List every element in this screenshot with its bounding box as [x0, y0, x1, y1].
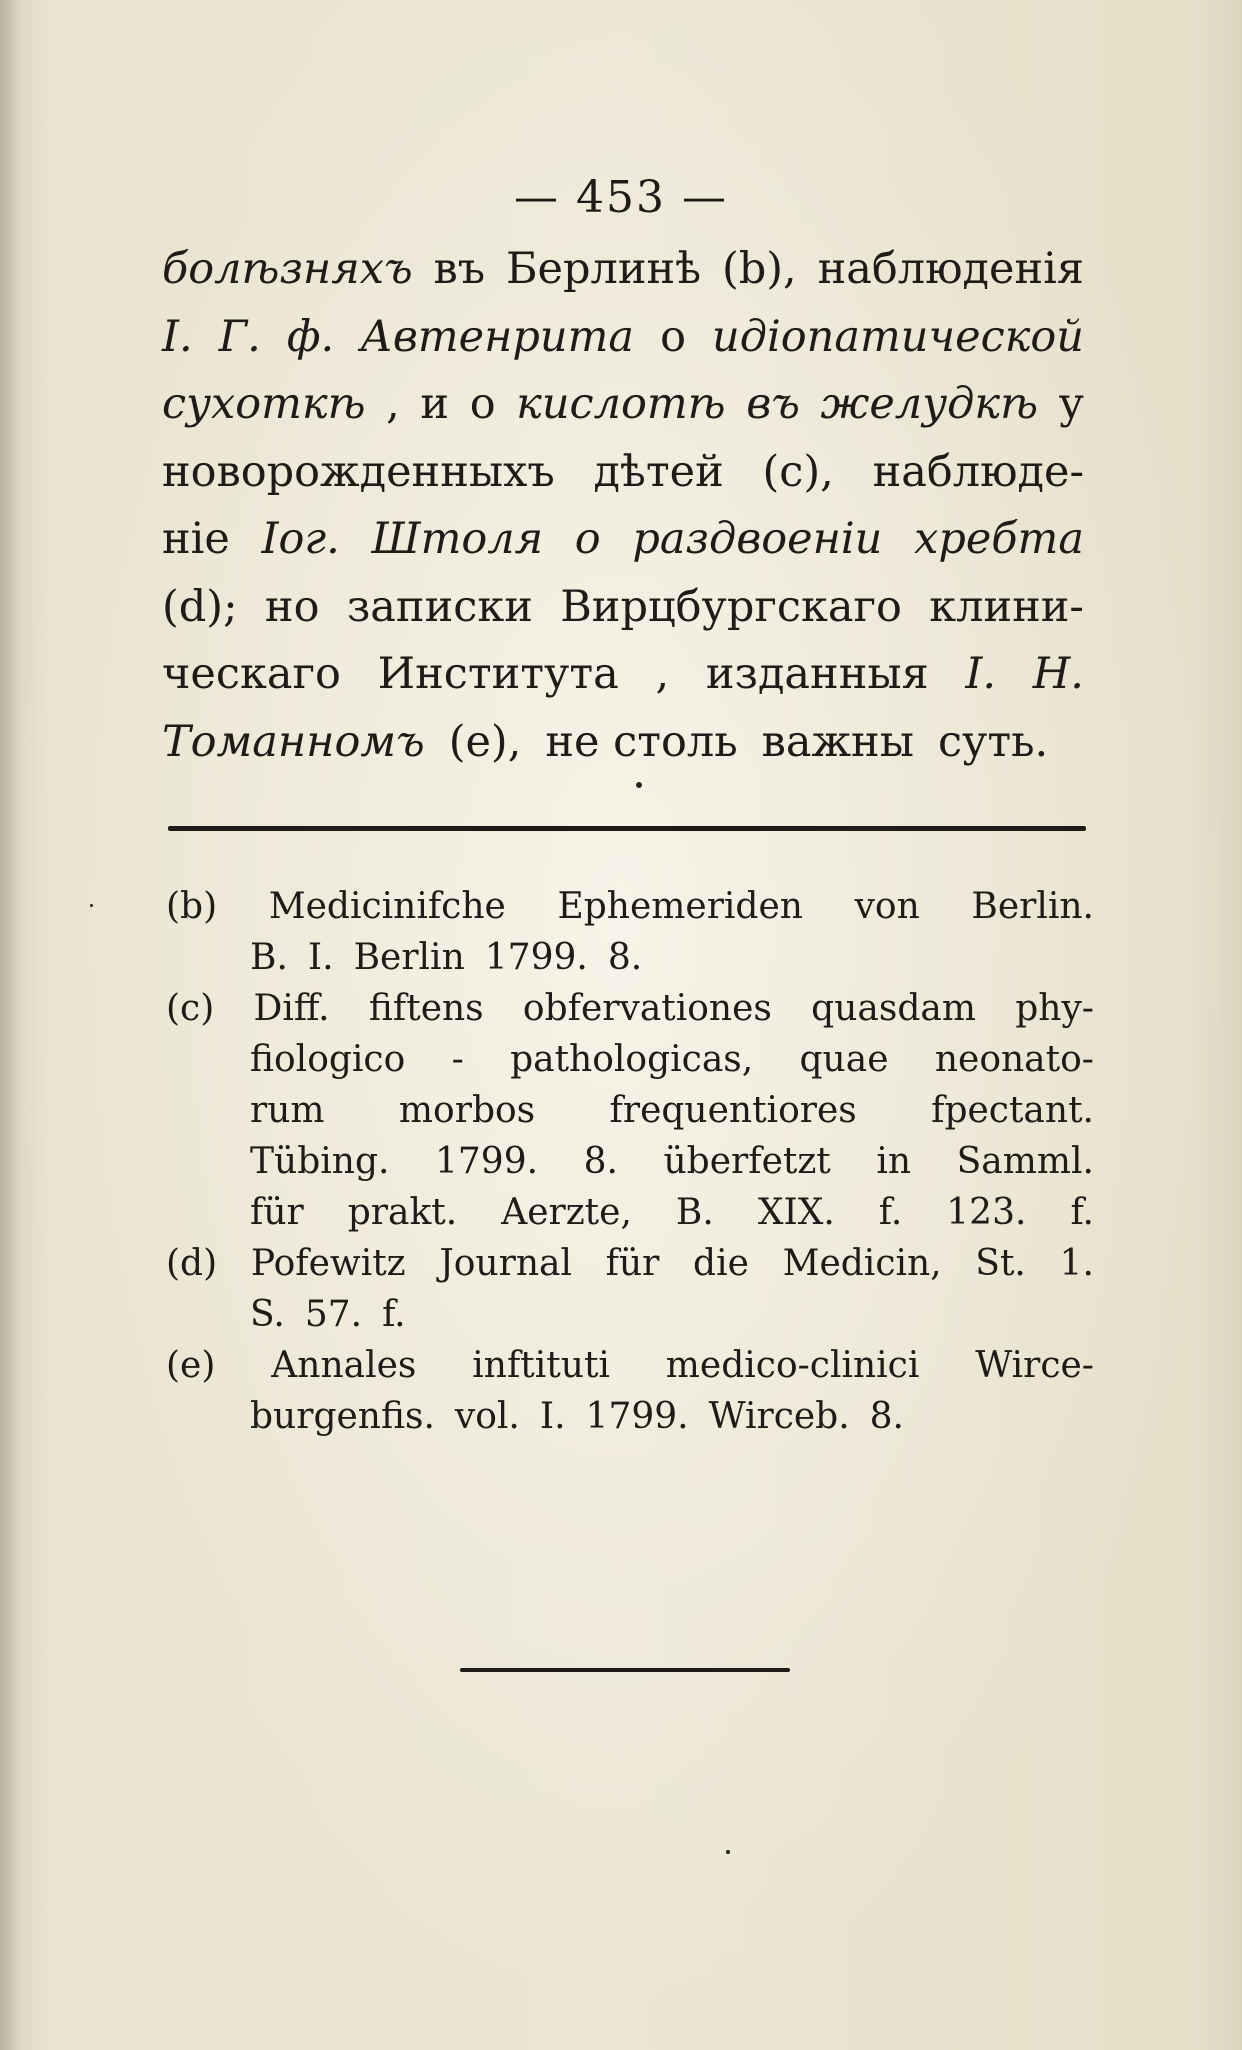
footnote-line	[166, 1136, 1094, 1187]
footnote-word: obfervationes	[522, 988, 772, 1029]
footnote-word: quasdam	[811, 988, 976, 1029]
word: новорожденныхъ	[162, 446, 555, 497]
footnote-line	[166, 983, 1094, 1034]
end-of-text-rule	[460, 1668, 790, 1672]
word: о	[574, 514, 601, 564]
word: (b),	[721, 244, 797, 294]
word: идіопатической	[712, 311, 1084, 362]
word: и	[420, 379, 450, 429]
text-line	[162, 371, 1084, 439]
text-line	[162, 574, 1084, 642]
footnote-word: 1799.	[585, 1396, 689, 1437]
footnote-word: Wirceb.	[708, 1396, 850, 1437]
footnote-word: 1799.	[484, 937, 588, 978]
footnote-word: 1799.	[434, 1141, 539, 1182]
footnote-word: medico-clinici	[665, 1345, 920, 1386]
word: Штоля	[371, 514, 544, 564]
footnote-separator-rule	[168, 826, 1086, 831]
main-text-block	[162, 236, 1084, 776]
footnote-word: Ephemeriden	[557, 886, 803, 927]
word: ф.	[286, 311, 335, 362]
text-line	[162, 236, 1084, 304]
footnote-line	[166, 881, 1094, 932]
word: раздвоеніи	[632, 514, 883, 564]
word: у	[1058, 379, 1084, 429]
footnote-word: I.	[307, 937, 334, 978]
footnote-word: überfetzt	[663, 1141, 831, 1182]
word: дѣтей	[593, 446, 724, 497]
footnote-word: in	[876, 1141, 912, 1182]
ink-speck	[636, 782, 642, 788]
page-number: — 453 —	[514, 172, 728, 223]
footnote-word: morbos	[398, 1090, 536, 1131]
text-line	[162, 439, 1084, 507]
word: наблюде-	[872, 446, 1084, 497]
footnote-word: burgenfis.	[250, 1396, 435, 1437]
footnote-word: inftituti	[472, 1345, 610, 1386]
footnote-word: Annales	[271, 1345, 417, 1386]
word: о	[469, 379, 496, 429]
word: (e),	[448, 716, 522, 767]
word: изданныя	[705, 649, 929, 699]
word: I.	[162, 311, 193, 362]
text-line	[162, 304, 1084, 372]
footnote-word: prakt.	[347, 1192, 458, 1233]
footnote-word: pathologicas,	[510, 1039, 754, 1080]
footnote-word: Wirce-	[975, 1345, 1094, 1386]
footnote-word: für	[605, 1243, 660, 1284]
word: о	[660, 311, 686, 362]
footnote-word: f.	[382, 1294, 406, 1335]
word: ческаго	[162, 649, 341, 699]
page-gutter-shadow	[0, 0, 22, 2050]
footnote-word: (b)	[166, 886, 218, 927]
footnote-word: 1.	[1059, 1243, 1094, 1284]
footnote-word: -	[451, 1039, 464, 1080]
word: Автенрита	[360, 311, 635, 362]
footnote-word: quae	[799, 1039, 889, 1080]
text-line	[162, 506, 1084, 574]
footnote-word: 57.	[304, 1294, 363, 1335]
ink-speck	[90, 904, 93, 907]
footnote-word: f.	[1070, 1192, 1094, 1233]
footnote-line	[166, 932, 1094, 983]
word: (d);	[162, 581, 238, 632]
footnote-word: neonato-	[934, 1039, 1094, 1080]
footnote-word: phy-	[1015, 988, 1094, 1029]
word: важны	[761, 716, 914, 767]
footnote-word: f.	[878, 1192, 903, 1233]
footnote-line	[166, 1391, 1094, 1442]
footnote-word: 8.	[583, 1141, 618, 1182]
footnote-word: S.	[250, 1294, 285, 1335]
footnote-word: Journal	[439, 1243, 572, 1284]
footnote-word: fpectant.	[931, 1090, 1094, 1131]
footnote-word: vol.	[454, 1396, 520, 1437]
footnote-word: von	[854, 886, 920, 927]
footnote-word: die	[693, 1243, 749, 1284]
word: суть.	[937, 716, 1049, 767]
word: желудкѣ	[820, 379, 1039, 429]
footnote-word: Berlin.	[971, 886, 1094, 927]
footnote-word: Medicinifche	[268, 886, 506, 927]
footnote-word: St.	[975, 1243, 1026, 1284]
word: хребта	[914, 514, 1084, 564]
word: Томанномъ	[162, 716, 425, 767]
ink-speck	[726, 1850, 730, 1854]
footnote-word: fiftens	[368, 988, 484, 1029]
footnotes-block	[166, 881, 1094, 1442]
footnote-word: 8.	[607, 937, 643, 978]
word: но	[264, 581, 320, 632]
word: Іог.	[261, 514, 340, 564]
word: болѣзняхъ	[162, 244, 413, 294]
word: Вирцбургскаго	[560, 581, 902, 632]
footnote-word: B.	[675, 1192, 714, 1233]
word: Н.	[1032, 649, 1084, 699]
word: клини-	[929, 581, 1084, 632]
footnote-word: fiologico	[250, 1039, 406, 1080]
word: I.	[965, 649, 997, 699]
word: записки	[346, 581, 533, 632]
word: ніе	[162, 514, 230, 564]
footnote-word: rum	[250, 1090, 325, 1131]
footnote-line	[166, 1187, 1094, 1238]
word: наблюденія	[817, 244, 1084, 294]
footnote-word: 8.	[869, 1396, 905, 1437]
word: сухоткѣ	[162, 379, 366, 429]
footnote-word: Medicin,	[782, 1243, 942, 1284]
footnote-line	[166, 1085, 1094, 1136]
footnote-word: XIX.	[757, 1192, 835, 1233]
footnote-word: Aerzte,	[501, 1192, 632, 1233]
footnote-word: B.	[250, 937, 288, 978]
footnote-word: (c)	[166, 988, 215, 1029]
word: Г.	[218, 311, 261, 362]
footnote-word: I.	[539, 1396, 566, 1437]
text-line	[162, 641, 1084, 709]
text-line	[162, 709, 1084, 777]
footnote-word: Berlin	[353, 937, 465, 978]
word: ,	[655, 649, 670, 699]
footnote-line	[166, 1238, 1094, 1289]
word: Берлинѣ	[505, 244, 702, 294]
footnote-line	[166, 1289, 1094, 1340]
footnote-word: (e)	[166, 1345, 216, 1386]
word: въ	[433, 244, 486, 294]
footnote-line	[166, 1034, 1094, 1085]
footnote-word: Pofewitz	[250, 1243, 406, 1284]
word: (c),	[762, 446, 834, 497]
footnote-word: frequentiores	[609, 1090, 857, 1131]
footnote-word: Diff.	[253, 988, 330, 1029]
footnote-word: (d)	[166, 1243, 218, 1284]
word: ,	[386, 379, 400, 429]
word: въ	[746, 379, 800, 429]
footnote-word: Samml.	[956, 1141, 1094, 1182]
word: не столь	[545, 716, 738, 767]
footnote-word: 123.	[946, 1192, 1027, 1233]
footnote-line	[166, 1340, 1094, 1391]
word: кислотѣ	[516, 379, 726, 429]
word: Института	[377, 649, 619, 699]
footnote-word: für	[250, 1192, 304, 1233]
footnote-word: Tübing.	[250, 1141, 390, 1182]
